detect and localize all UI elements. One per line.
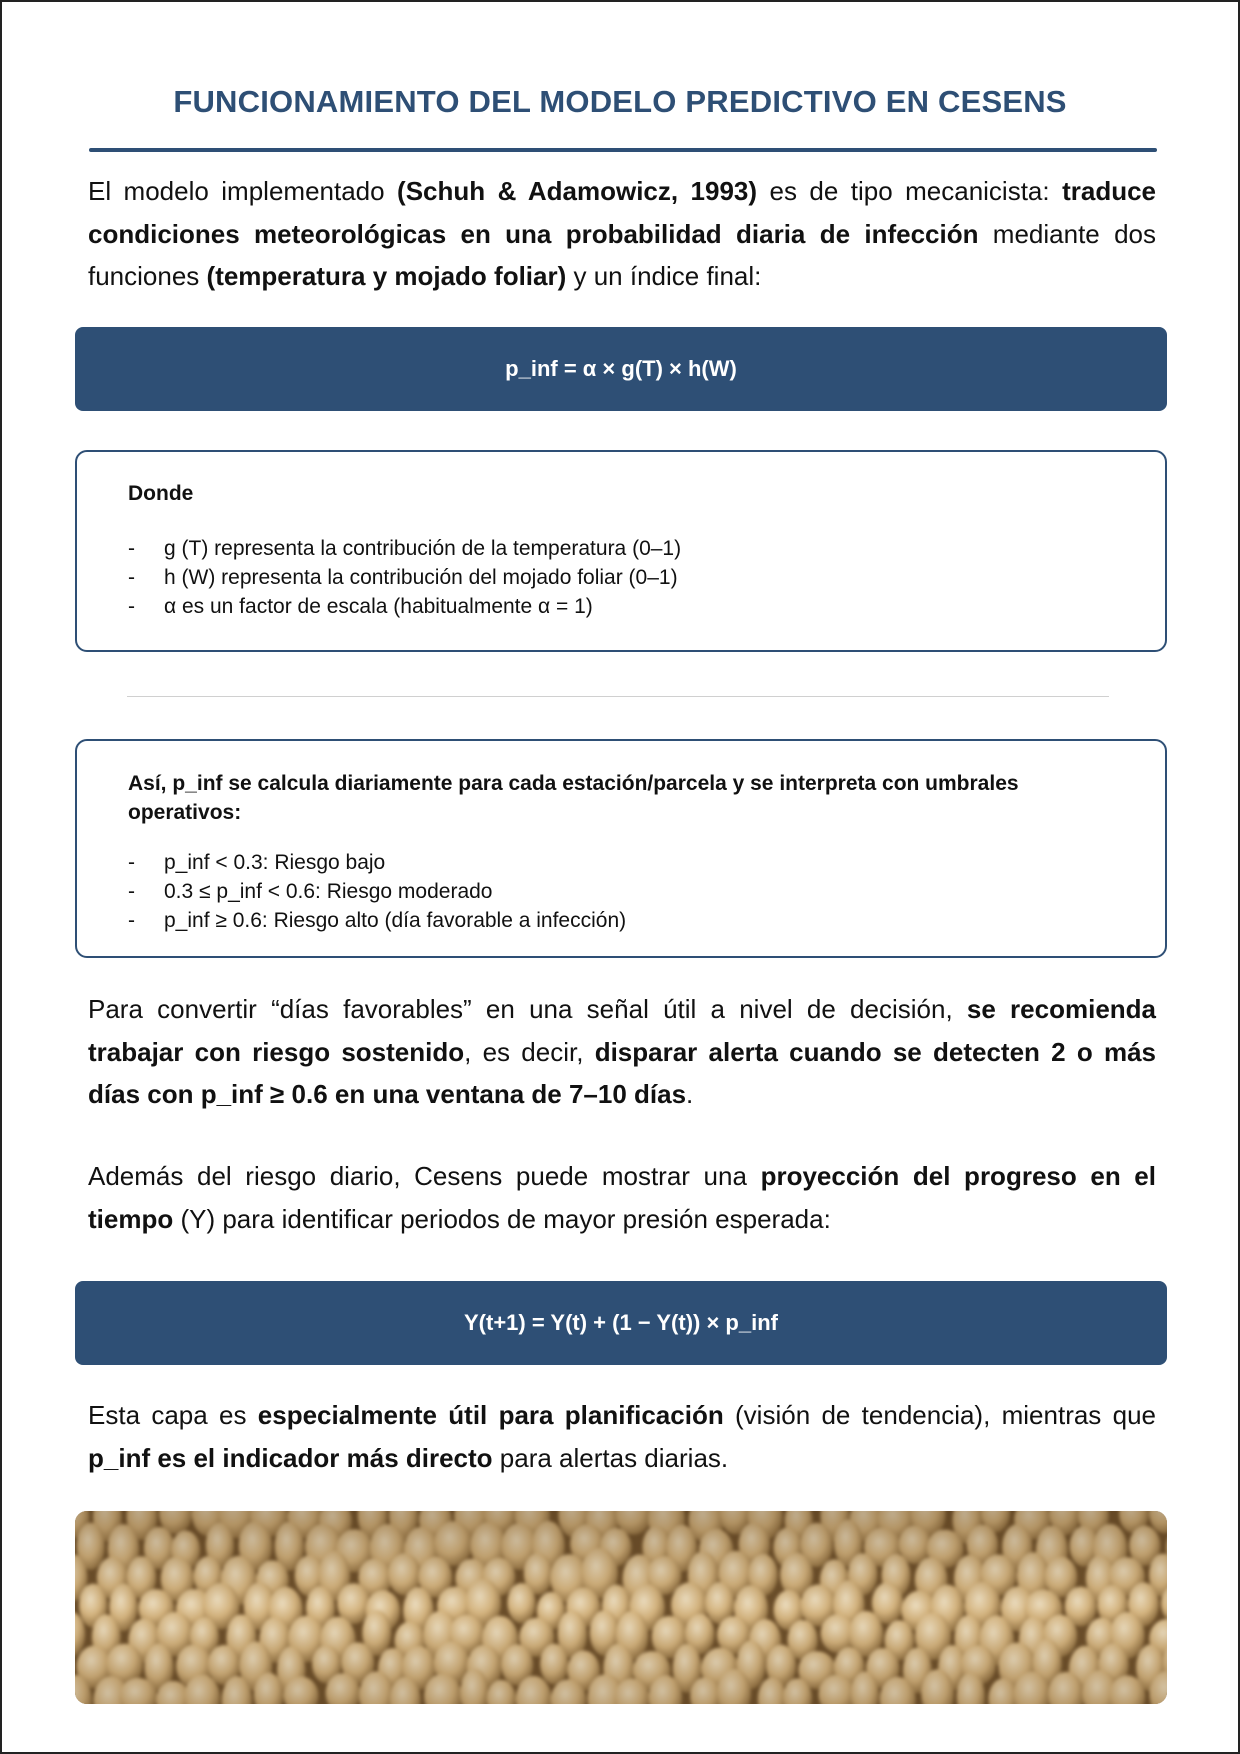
section-separator bbox=[127, 696, 1109, 697]
projection-text-1: Además del riesgo diario, Cesens puede mostrar una bbox=[88, 1161, 761, 1191]
closing-text-1: Esta capa es bbox=[88, 1400, 258, 1430]
closing-emphasis-1: especialmente útil para planificación bbox=[257, 1400, 724, 1430]
intro-text-3: mediante dos funciones bbox=[88, 218, 1156, 291]
decision-text-1: Para convertir “días favorables” en una señal útil a nivel de decisión, bbox=[88, 994, 967, 1024]
threshold-item-text: p_inf < 0.3: Riesgo bajo bbox=[164, 851, 386, 874]
threshold-item-text: p_inf ≥ 0.6: Riesgo alto (día favorable a infección) bbox=[164, 909, 627, 932]
soybeans-illustration bbox=[75, 1511, 1167, 1704]
threshold-box bbox=[75, 739, 1167, 958]
decision-paragraph bbox=[88, 988, 1156, 1116]
decision-text-3: . bbox=[686, 1079, 694, 1109]
bullet-dash: - bbox=[128, 880, 135, 903]
formula-p-inf-text: p_inf = α × g(T) × h(W) bbox=[505, 356, 737, 381]
where-list bbox=[128, 534, 1128, 621]
formula-p-inf bbox=[75, 327, 1167, 411]
formula-y-progress-text: Y(t+1) = Y(t) + (1 − Y(t)) × p_inf bbox=[464, 1310, 778, 1335]
intro-functions: (temperatura y mojado foliar) bbox=[206, 261, 567, 291]
decision-emphasis-2: disparar alerta cuando se detecten 2 o más días con p_inf ≥ 0.6 en una ventana de 7–10 días bbox=[88, 1036, 1157, 1109]
bullet-dash: - bbox=[128, 537, 135, 560]
bullet-dash: - bbox=[128, 566, 135, 589]
threshold-item bbox=[128, 906, 1128, 935]
closing-emphasis-2: p_inf es el indicador más directo bbox=[88, 1442, 493, 1473]
threshold-item bbox=[128, 877, 1128, 906]
where-heading: Donde bbox=[128, 482, 194, 505]
intro-text-4: y un índice final: bbox=[566, 261, 762, 291]
intro-emphasis: traduce condiciones meteorológicas en una probabilidad diaria de infección bbox=[88, 176, 1156, 249]
closing-paragraph bbox=[88, 1394, 1156, 1479]
projection-text-2: (Y) para identificar periodos de mayor presión esperada: bbox=[173, 1203, 831, 1234]
decision-text-2: , es decir, bbox=[464, 1036, 595, 1067]
closing-text-2: (visión de tendencia), mientras que bbox=[723, 1400, 1156, 1430]
where-item bbox=[128, 563, 1128, 592]
projection-paragraph bbox=[88, 1155, 1156, 1240]
formula-y-progress bbox=[75, 1281, 1167, 1365]
title-divider bbox=[89, 148, 1157, 152]
intro-text-2: es de tipo mecanicista: bbox=[757, 176, 1063, 206]
decision-emphasis-1: se recomienda trabajar con riesgo sostenido bbox=[88, 994, 1156, 1067]
projection-emphasis: proyección del progreso en el tiempo bbox=[88, 1161, 1156, 1234]
bullet-dash: - bbox=[128, 851, 135, 874]
threshold-heading: Así, p_inf se calcula diariamente para cada estación/parcela y se interpreta con umbrales operativos: bbox=[128, 772, 1019, 824]
soybeans-photo bbox=[75, 1511, 1167, 1704]
where-item-text: g (T) representa la contribución de la temperatura (0–1) bbox=[164, 537, 682, 560]
bullet-dash: - bbox=[128, 595, 135, 618]
where-item-text: h (W) representa la contribución del mojado foliar (0–1) bbox=[164, 566, 678, 589]
threshold-item-text: 0.3 ≤ p_inf < 0.6: Riesgo moderado bbox=[164, 880, 493, 903]
where-item bbox=[128, 592, 1128, 621]
threshold-item bbox=[128, 848, 1128, 877]
where-box bbox=[75, 450, 1167, 652]
closing-text-3: para alertas diarias. bbox=[492, 1442, 729, 1473]
intro-citation: (Schuh & Adamowicz, 1993) bbox=[397, 176, 758, 206]
where-item-text: α es un factor de escala (habitualmente α = 1) bbox=[164, 595, 593, 618]
intro-paragraph bbox=[88, 170, 1156, 298]
bullet-dash: - bbox=[128, 909, 135, 932]
threshold-list bbox=[128, 848, 1128, 935]
intro-text-1: El modelo implementado bbox=[88, 176, 398, 206]
page-title: FUNCIONAMIENTO DEL MODELO PREDICTIVO EN CESENS bbox=[173, 84, 1067, 119]
where-item bbox=[128, 534, 1128, 563]
